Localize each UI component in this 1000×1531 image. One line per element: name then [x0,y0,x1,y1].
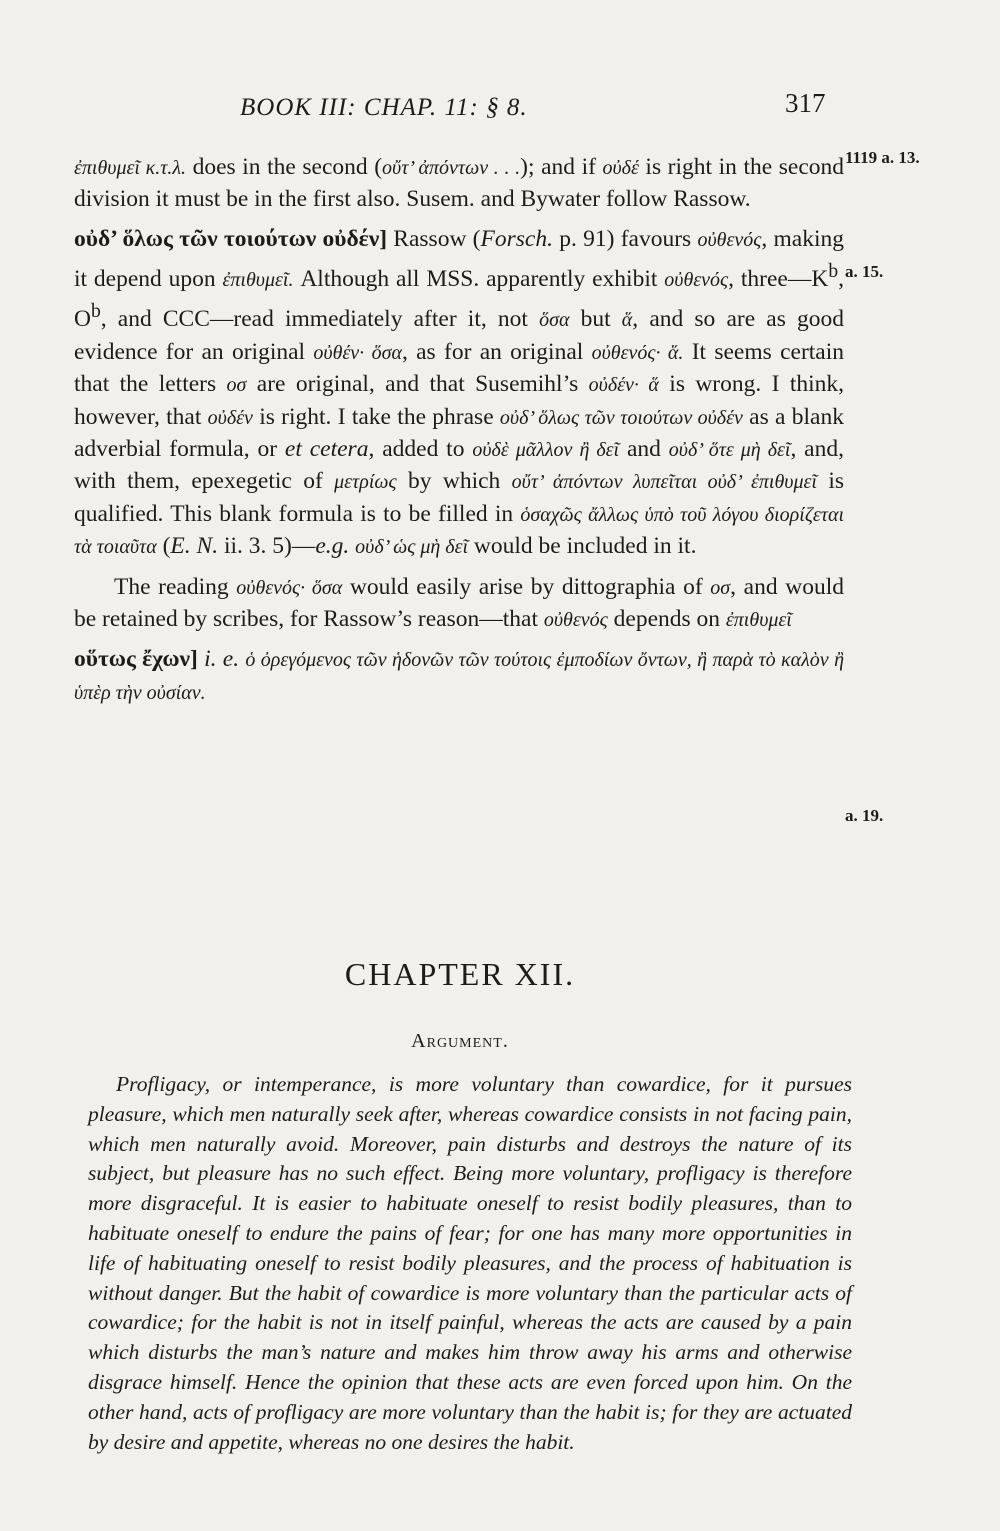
greek-text: οὐδὲ μᾶλλον ἢ δεῖ [472,438,620,461]
note-paragraph-3 [74,572,844,637]
note-text: , making it depend upon [74,225,844,293]
note-text: depends on [607,605,726,632]
note-lemma: οὕτως ἔχων] [74,646,198,673]
greek-text: μετρίως [334,471,397,494]
greek-text: οὐδέν· ἅ [588,374,659,397]
greek-text: ὁ ὀρεγόμενος τῶν ἡδονῶν τῶν τούτοις ἐμποδίων ὄντων, ἢ παρὰ τὸ καλὸν ἢ ὑπὲρ τὴν οὐσίαν. [74,649,844,704]
note-text: The reading [114,573,237,600]
greek-text: ὅσα [539,309,570,332]
note-text: , as for an original [401,338,592,365]
greek-text: οσ [226,374,247,397]
italic-text: Forsch. [480,225,553,252]
italic-text: et cetera [284,435,369,462]
greek-text: οὐθέν· ὅσα [313,341,402,364]
greek-text: οὐθενός [543,608,608,631]
italic-text: E. N. [170,533,219,560]
margin-reference-1119a13: 1119 a. 13. [845,148,920,167]
commentary-body [74,152,844,709]
note-text: , three—K [728,266,829,293]
note-text: does in the second ( [186,154,383,180]
greek-text: ἐπιθυμεῖ [725,608,792,631]
greek-text: ἐπιθυμεῖ κ.τ.λ. [74,157,187,179]
note-text: is right. I take the phrase [252,403,500,430]
argument-text: Profligacy, or intemperance, is more voluntary than cowardice, for it pursues pleasure, which men naturally seek after, whereas cowardice consists in not facing pain, which men naturally avoid. Moreover, pain disturbs and destroys the nature of its subject, but pleasure has no such effect. Being more voluntary, profligacy is therefore more disgraceful. It is easier to habituate oneself to resist bodily pleasures, than to habituate oneself to endure the pains of fear; for one has many more opportunities in life of habituating oneself to resist bodily pleasures, and the process of habituation is without danger. But the habit of cowardice is more voluntary than the particular acts of cowardice; for the habit is not in itself painful, whereas the acts are caused by a pain which disturbs the man’s nature and makes him throw away his arms and otherwise disgrace himself. Hence the opinion that these acts are even forced upon him. On the other hand, acts of profligacy are more voluntary than the habit is; for they are actuated by desire and appetite, whereas no one desires the habit. [88,1072,852,1454]
margin-reference-a15: a. 15. [845,262,884,281]
greek-text: οὐθενός· ὅσα [236,576,343,599]
greek-text: ὁσαχῶς ἄλλως ὑπὸ τοῦ λόγου διορίζεται τὰ τοιαῦτα [74,503,845,559]
greek-text: οὐδ’ ὅλως τῶν τοιούτων οὐδέν [499,406,743,429]
greek-text: ἅ [621,309,633,332]
note-text: Although all MSS. apparently exhibit [293,266,665,293]
greek-text: οσ [710,576,731,599]
superscript: b [828,261,839,283]
italic-text: i. e. [204,646,240,673]
note-text: is wrong. I think, however, that [74,371,845,430]
note-text: , O [74,266,845,333]
note-lemma: οὐδ’ ὅλως τῶν τοιούτων οὐδέν] [74,225,388,252]
note-text: It seems certain that the letters [74,338,845,398]
note-text: are original, and that Susemihl’s [246,371,589,398]
greek-text: οὐδ’ ὅτε μὴ δεῖ [668,438,791,461]
note-text: ( [156,533,171,560]
note-text: , and so are as good evidence for an original [74,306,845,365]
greek-text: οὐδέν [207,406,253,429]
note-text: as a blank adverbial formula, or [74,403,844,462]
note-text: ); and if [520,154,603,180]
note-text: ii. 3. 5)— [218,533,316,560]
note-text: p. 91) favours [552,225,698,252]
note-text: is qualified. This blank formula is to be filled in [74,468,845,527]
greek-text: οὐδέ [602,157,639,179]
note-text: and [619,435,669,462]
greek-text: οὔτ’ ἀπόντων . . . [382,157,521,179]
running-head: BOOK III: CHAP. 11: § 8. [240,94,528,121]
chapter-title: CHAPTER XII. [344,956,576,992]
note-text: , and CCC—read immediately after it, not [100,306,540,333]
argument-heading: Argument. [411,1030,509,1052]
greek-text: οὐθενός [697,228,762,251]
greek-text: οὔτ’ ἀπόντων λυπεῖται οὐδ’ ἐπιθυμεῖ [511,471,817,494]
page-number: 317 [785,88,826,118]
note-text: is right in the second division it must be in the first also. Susem. and Bywater follow Rassow. [74,154,844,213]
note-paragraph-1 [74,152,844,216]
superscript: b [90,301,101,323]
italic-text: e.g. [315,533,350,560]
greek-text: οὐδ’ ὡς μὴ δεῖ [355,536,469,559]
note-paragraph-2 [74,224,844,564]
note-text: , and, with them, epexegetic of [74,435,844,495]
margin-reference-a19: a. 19. [845,806,884,825]
note-text: would be included in it. [468,533,697,560]
note-text: , and would be retained by scribes, for Rassow’s reason—that [74,573,844,632]
note-paragraph-4 [74,644,844,709]
greek-text: οὐθενός· ἅ. [591,341,684,364]
note-text: but [569,306,622,333]
note-text: by which [396,468,512,495]
note-text: , added to [368,435,473,462]
greek-text: ἐπιθυμεῖ. [222,269,294,292]
note-text: Rassow ( [387,225,481,252]
note-text: would easily arise by dittographia of [342,573,711,600]
page-header [0,88,1000,128]
greek-text: οὐθενός [664,269,729,292]
